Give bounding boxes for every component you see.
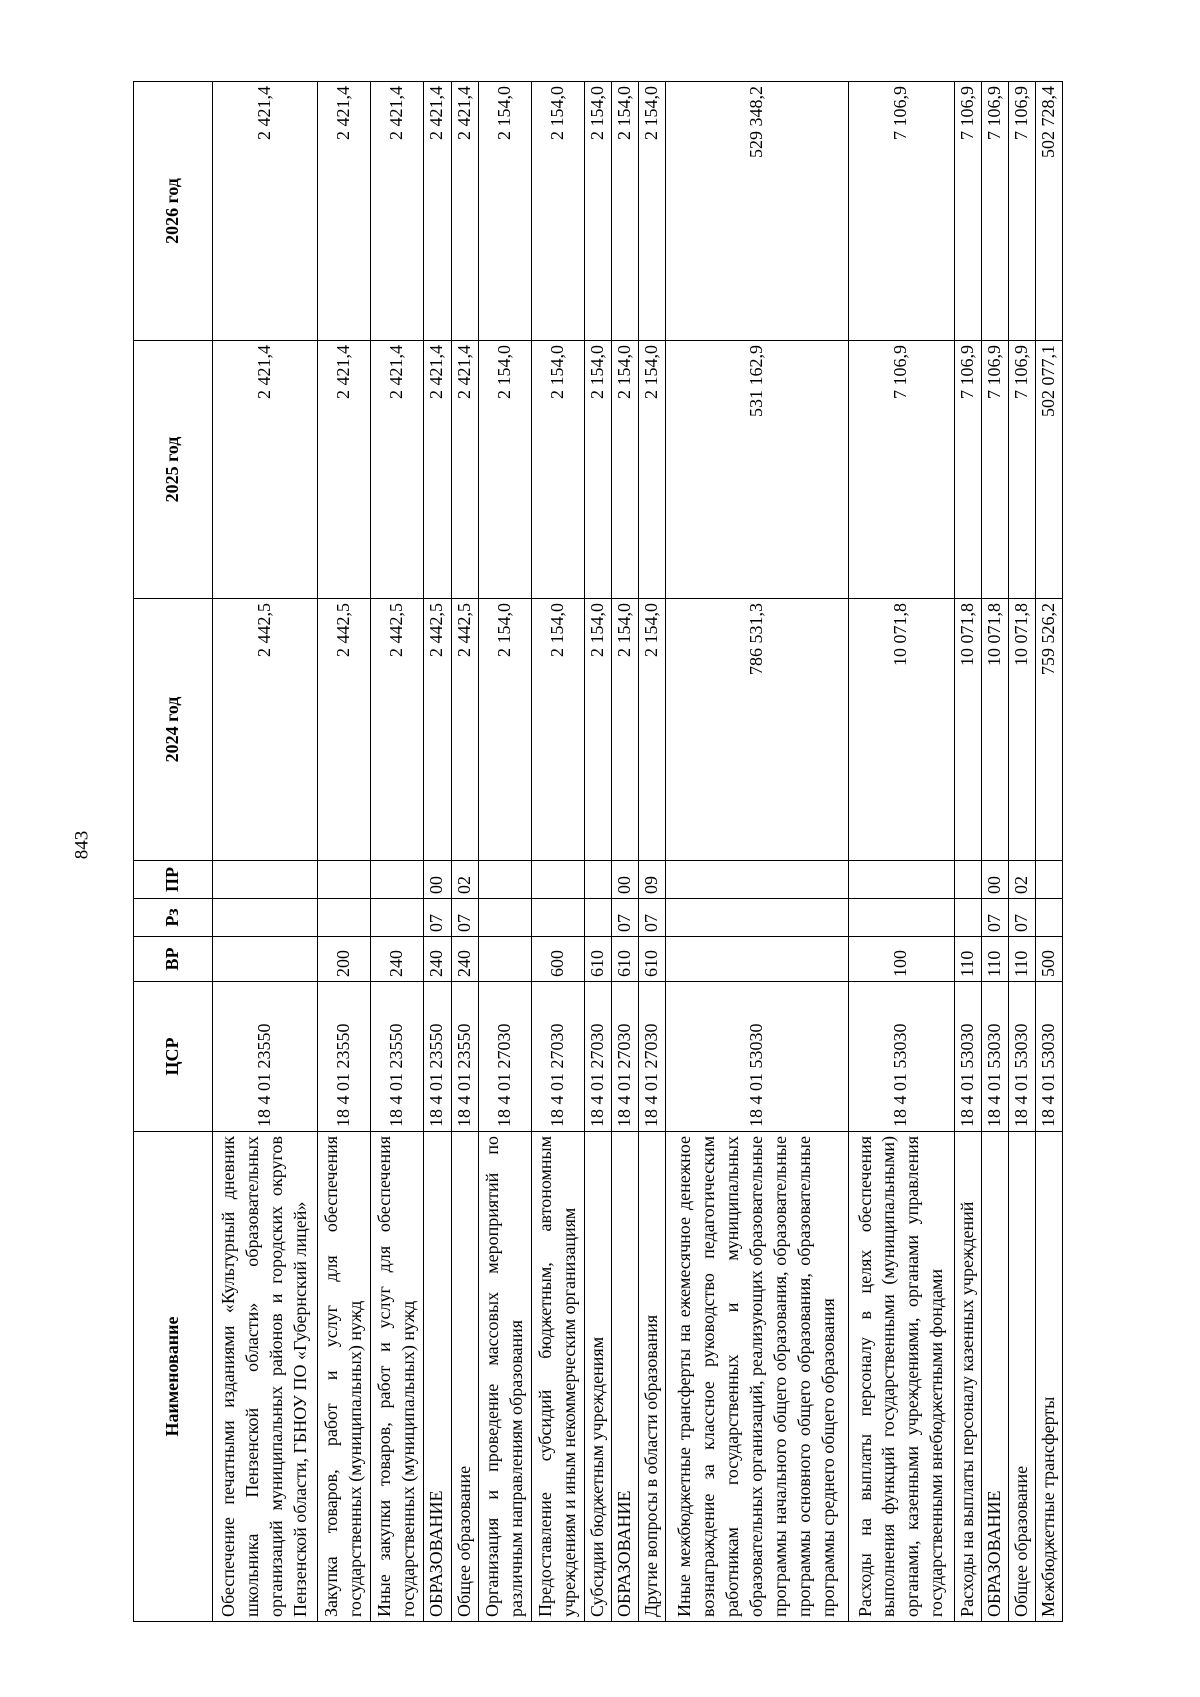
table-row bbox=[318, 82, 371, 1622]
table-row bbox=[531, 82, 584, 1622]
table-row bbox=[424, 82, 451, 1622]
row-pr bbox=[1035, 861, 1062, 899]
row-2026: 2 154,0 bbox=[584, 82, 611, 341]
row-2025: 2 154,0 bbox=[639, 341, 666, 599]
table-row bbox=[213, 82, 318, 1622]
row-2025: 2 421,4 bbox=[424, 341, 451, 599]
table-header-row bbox=[134, 82, 213, 1622]
row-vr: 110 bbox=[954, 937, 981, 982]
row-rz bbox=[584, 899, 611, 937]
row-2026: 2 421,4 bbox=[424, 82, 451, 341]
row-2025: 2 421,4 bbox=[451, 341, 478, 599]
row-2024: 10 071,8 bbox=[849, 599, 954, 861]
row-2024: 2 442,5 bbox=[213, 599, 318, 861]
row-name: Межбюджетные трансферты bbox=[1035, 1132, 1062, 1622]
row-name: Организация и проведение массовых мероприятий по различным направлениям образования bbox=[478, 1132, 531, 1622]
row-2024: 10 071,8 bbox=[954, 599, 981, 861]
row-pr: 02 bbox=[1008, 861, 1035, 899]
header-name: Наименование bbox=[134, 1132, 213, 1622]
row-vr bbox=[213, 937, 318, 982]
row-name: Субсидии бюджетным учреждениям bbox=[584, 1132, 611, 1622]
rotated-table-container bbox=[133, 82, 1063, 1622]
row-name: ОБРАЗОВАНИЕ bbox=[611, 1132, 638, 1622]
row-rz bbox=[478, 899, 531, 937]
row-csr: 18 4 01 53030 bbox=[849, 982, 954, 1132]
table-row bbox=[611, 82, 638, 1622]
row-name: Расходы на выплаты персоналу в целях обеспечения выполнения функций государственными (муниципальными) органами, казенными учреждениями, органами управления государственными внебюджетными фондами bbox=[849, 1132, 954, 1622]
row-rz bbox=[666, 899, 849, 937]
row-pr bbox=[371, 861, 424, 899]
row-vr: 110 bbox=[981, 937, 1008, 982]
row-csr: 18 4 01 27030 bbox=[478, 982, 531, 1132]
row-2026: 2 421,4 bbox=[213, 82, 318, 341]
row-2024: 10 071,8 bbox=[1008, 599, 1035, 861]
table-row bbox=[981, 82, 1008, 1622]
row-2025: 7 106,9 bbox=[849, 341, 954, 599]
row-name: Обеспечение печатными изданиями «Культурный дневник школьника Пензенской области» образовательных организаций муниципальных районов и городских округов Пензенской области, ГБНОУ ПО «Губернский лицей» bbox=[213, 1132, 318, 1622]
row-pr bbox=[849, 861, 954, 899]
row-2024: 2 442,5 bbox=[424, 599, 451, 861]
row-csr: 18 4 01 23550 bbox=[424, 982, 451, 1132]
row-vr: 600 bbox=[531, 937, 584, 982]
page-number: 843 bbox=[71, 830, 93, 860]
row-vr bbox=[478, 937, 531, 982]
row-rz: 07 bbox=[611, 899, 638, 937]
table-row bbox=[1008, 82, 1035, 1622]
row-csr: 18 4 01 23550 bbox=[371, 982, 424, 1132]
row-vr: 240 bbox=[371, 937, 424, 982]
row-rz bbox=[849, 899, 954, 937]
row-name: Другие вопросы в области образования bbox=[639, 1132, 666, 1622]
row-name: Расходы на выплаты персоналу казенных учреждений bbox=[954, 1132, 981, 1622]
row-2025: 2 421,4 bbox=[371, 341, 424, 599]
row-2026: 2 154,0 bbox=[478, 82, 531, 341]
row-2026: 502 728,4 bbox=[1035, 82, 1062, 341]
row-2026: 7 106,9 bbox=[849, 82, 954, 341]
row-vr: 240 bbox=[424, 937, 451, 982]
table-row bbox=[954, 82, 981, 1622]
row-csr: 18 4 01 27030 bbox=[611, 982, 638, 1132]
row-2025: 7 106,9 bbox=[981, 341, 1008, 599]
header-2026: 2026 год bbox=[134, 82, 213, 341]
row-2026: 7 106,9 bbox=[954, 82, 981, 341]
row-name: Закупка товаров, работ и услуг для обеспечения государственных (муниципальных) нужд bbox=[318, 1132, 371, 1622]
budget-table bbox=[133, 81, 1063, 1622]
row-2026: 529 348,2 bbox=[666, 82, 849, 341]
row-pr: 02 bbox=[451, 861, 478, 899]
row-rz: 07 bbox=[639, 899, 666, 937]
table-row bbox=[478, 82, 531, 1622]
table-row bbox=[1035, 82, 1062, 1622]
row-2025: 502 077,1 bbox=[1035, 341, 1062, 599]
row-2026: 2 154,0 bbox=[611, 82, 638, 341]
row-vr: 500 bbox=[1035, 937, 1062, 982]
row-2025: 2 154,0 bbox=[531, 341, 584, 599]
row-csr: 18 4 01 53030 bbox=[1035, 982, 1062, 1132]
row-csr: 18 4 01 53030 bbox=[666, 982, 849, 1132]
row-name: Иные закупки товаров, работ и услуг для обеспечения государственных (муниципальных) нужд bbox=[371, 1132, 424, 1622]
row-2024: 2 154,0 bbox=[531, 599, 584, 861]
row-2026: 2 154,0 bbox=[639, 82, 666, 341]
row-2024: 2 442,5 bbox=[371, 599, 424, 861]
row-pr: 00 bbox=[981, 861, 1008, 899]
row-csr: 18 4 01 27030 bbox=[639, 982, 666, 1132]
table-row bbox=[639, 82, 666, 1622]
row-vr bbox=[666, 937, 849, 982]
row-2026: 2 421,4 bbox=[451, 82, 478, 341]
row-rz bbox=[213, 899, 318, 937]
row-vr: 200 bbox=[318, 937, 371, 982]
row-pr bbox=[478, 861, 531, 899]
row-2024: 2 154,0 bbox=[478, 599, 531, 861]
row-2025: 2 154,0 bbox=[611, 341, 638, 599]
row-2024: 759 526,2 bbox=[1035, 599, 1062, 861]
row-pr: 00 bbox=[611, 861, 638, 899]
row-2025: 2 154,0 bbox=[478, 341, 531, 599]
row-rz: 07 bbox=[1008, 899, 1035, 937]
row-2024: 2 154,0 bbox=[584, 599, 611, 861]
row-name: Предоставление субсидий бюджетным, автономным учреждениям и иным некоммерческим организациям bbox=[531, 1132, 584, 1622]
row-pr: 00 bbox=[424, 861, 451, 899]
row-rz bbox=[1035, 899, 1062, 937]
table-row bbox=[451, 82, 478, 1622]
row-2025: 2 421,4 bbox=[213, 341, 318, 599]
row-2026: 7 106,9 bbox=[981, 82, 1008, 341]
header-vr: ВР bbox=[134, 937, 213, 982]
row-vr: 610 bbox=[584, 937, 611, 982]
row-pr bbox=[213, 861, 318, 899]
row-rz: 07 bbox=[424, 899, 451, 937]
row-pr bbox=[954, 861, 981, 899]
row-csr: 18 4 01 23550 bbox=[213, 982, 318, 1132]
row-rz bbox=[954, 899, 981, 937]
row-name: ОБРАЗОВАНИЕ bbox=[981, 1132, 1008, 1622]
row-csr: 18 4 01 27030 bbox=[531, 982, 584, 1132]
row-2024: 786 531,3 bbox=[666, 599, 849, 861]
table-row bbox=[371, 82, 424, 1622]
header-csr: ЦСР bbox=[134, 982, 213, 1132]
row-pr bbox=[318, 861, 371, 899]
row-vr: 240 bbox=[451, 937, 478, 982]
row-pr bbox=[666, 861, 849, 899]
row-pr bbox=[531, 861, 584, 899]
row-rz bbox=[371, 899, 424, 937]
row-2025: 7 106,9 bbox=[954, 341, 981, 599]
row-csr: 18 4 01 23550 bbox=[318, 982, 371, 1132]
row-vr: 100 bbox=[849, 937, 954, 982]
header-2024: 2024 год bbox=[134, 599, 213, 861]
row-vr: 610 bbox=[639, 937, 666, 982]
row-2026: 2 421,4 bbox=[371, 82, 424, 341]
row-csr: 18 4 01 53030 bbox=[1008, 982, 1035, 1132]
row-rz: 07 bbox=[451, 899, 478, 937]
row-2024: 2 442,5 bbox=[451, 599, 478, 861]
row-rz: 07 bbox=[981, 899, 1008, 937]
header-pr: ПР bbox=[134, 861, 213, 899]
row-2024: 2 154,0 bbox=[639, 599, 666, 861]
row-name: Общее образование bbox=[451, 1132, 478, 1622]
row-2025: 7 106,9 bbox=[1008, 341, 1035, 599]
row-2025: 2 421,4 bbox=[318, 341, 371, 599]
row-csr: 18 4 01 53030 bbox=[954, 982, 981, 1132]
row-rz bbox=[531, 899, 584, 937]
row-2024: 10 071,8 bbox=[981, 599, 1008, 861]
table-row bbox=[666, 82, 849, 1622]
row-pr bbox=[584, 861, 611, 899]
header-rz: Рз bbox=[134, 899, 213, 937]
row-2024: 2 154,0 bbox=[611, 599, 638, 861]
row-vr: 610 bbox=[611, 937, 638, 982]
row-2026: 7 106,9 bbox=[1008, 82, 1035, 341]
row-2026: 2 154,0 bbox=[531, 82, 584, 341]
table-row bbox=[584, 82, 611, 1622]
row-2026: 2 421,4 bbox=[318, 82, 371, 341]
row-csr: 18 4 01 23550 bbox=[451, 982, 478, 1132]
row-2025: 531 162,9 bbox=[666, 341, 849, 599]
header-2025: 2025 год bbox=[134, 341, 213, 599]
row-csr: 18 4 01 27030 bbox=[584, 982, 611, 1132]
row-vr: 110 bbox=[1008, 937, 1035, 982]
row-2024: 2 442,5 bbox=[318, 599, 371, 861]
row-name: Общее образование bbox=[1008, 1132, 1035, 1622]
row-csr: 18 4 01 53030 bbox=[981, 982, 1008, 1132]
row-pr: 09 bbox=[639, 861, 666, 899]
row-rz bbox=[318, 899, 371, 937]
row-name: ОБРАЗОВАНИЕ bbox=[424, 1132, 451, 1622]
row-name: Иные межбюджетные трансферты на ежемесячное денежное вознаграждение за классное руководство педагогическим работникам государственных и муниципальных образовательных организаций, реализующих образовательные программы начального общего образования, образовательные программы основного общего образования, образовательные программы среднего общего образования bbox=[666, 1132, 849, 1622]
table-row bbox=[849, 82, 954, 1622]
row-2025: 2 154,0 bbox=[584, 341, 611, 599]
table-body bbox=[213, 82, 1063, 1622]
